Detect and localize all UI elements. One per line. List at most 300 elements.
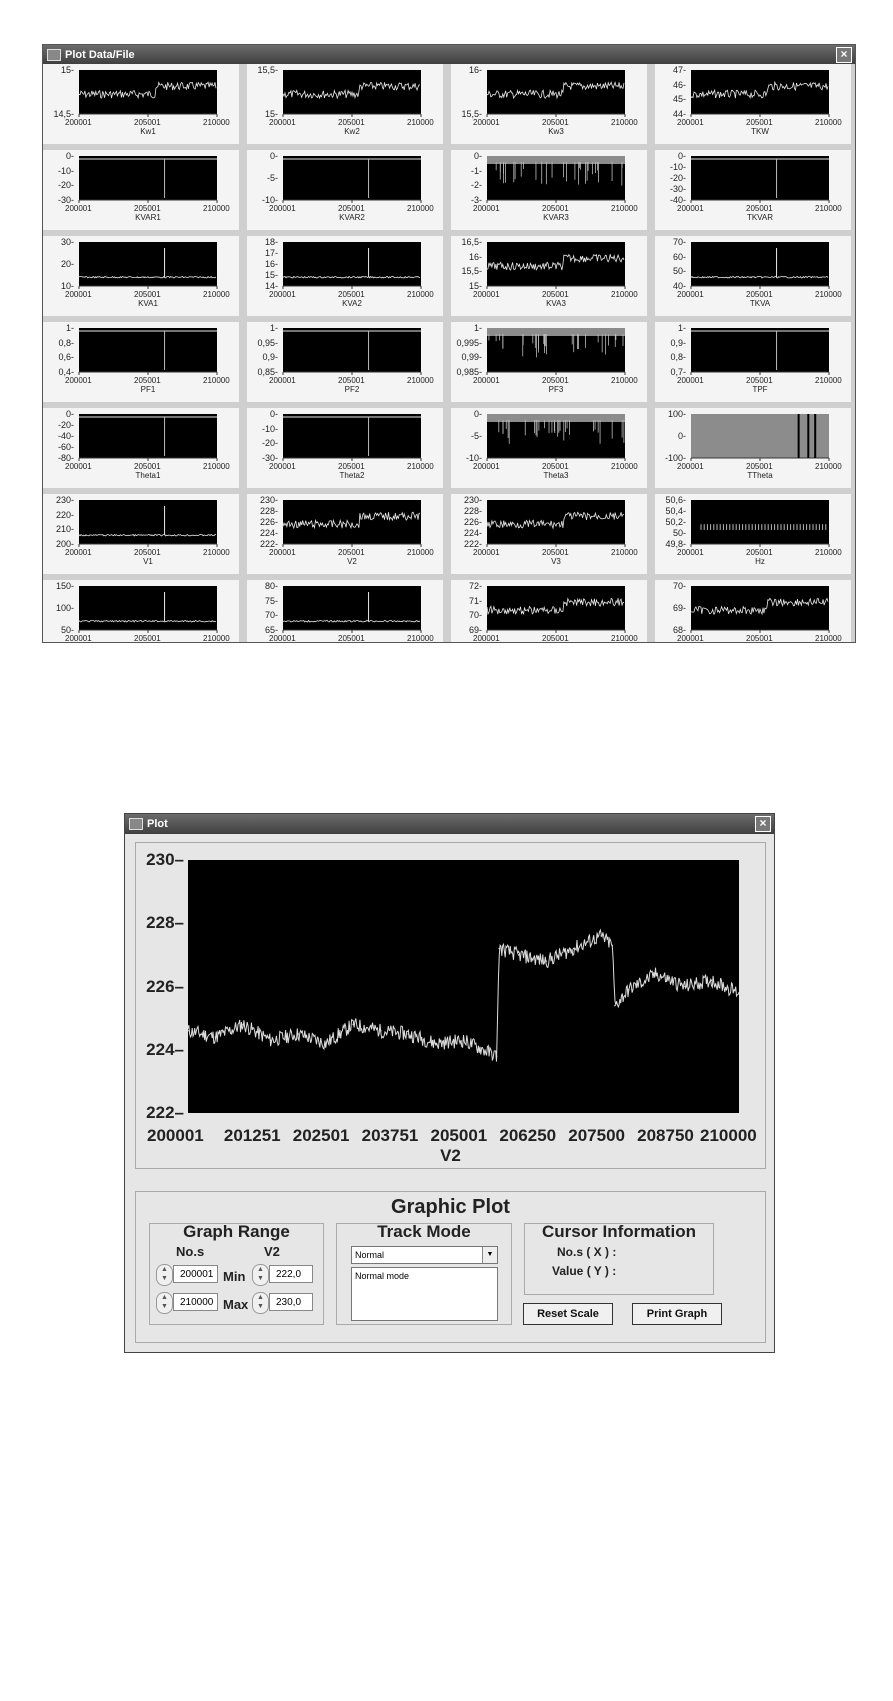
mini-x-tick-label: 210000 <box>407 462 434 471</box>
mini-x-tick-label: 200001 <box>269 376 296 385</box>
x-axis-title: V2 <box>440 1146 461 1165</box>
mini-x-tick-label: 200001 <box>65 634 92 643</box>
mini-y-tick-label: 0,985- <box>456 367 482 377</box>
v2-data-point <box>683 986 685 988</box>
reset-scale-button[interactable]: Reset Scale <box>523 1303 613 1325</box>
mini-x-tick-label: 205001 <box>338 376 365 385</box>
nos-min-field[interactable]: 200001 <box>173 1265 218 1283</box>
plot-window <box>124 813 775 1353</box>
mini-plot-background <box>487 70 625 114</box>
y-tick-label: 226– <box>146 976 184 996</box>
v2-data-point <box>628 989 630 991</box>
cursor-info-title: Cursor Information <box>542 1222 696 1241</box>
mini-plot-panel[interactable] <box>43 408 241 490</box>
mini-plot-label: V2 <box>347 557 357 566</box>
mini-x-tick-label: 210000 <box>611 118 638 127</box>
mini-plot-background <box>79 500 217 544</box>
mini-y-tick-label: 10- <box>60 281 74 291</box>
mini-plot-panel[interactable] <box>655 494 853 576</box>
mini-y-tick-label: 69- <box>672 603 686 613</box>
mini-y-tick-label: -20- <box>57 180 74 191</box>
mini-x-tick-label: 210000 <box>611 376 638 385</box>
mini-y-tick-label: 0,8- <box>670 352 686 363</box>
mini-x-tick-label: 205001 <box>746 376 773 385</box>
mini-plot-background <box>487 500 625 544</box>
mini-plot-panel[interactable] <box>451 150 649 232</box>
v2-max-field[interactable]: 230,0 <box>269 1293 313 1311</box>
mini-y-tick-label: -80- <box>57 453 74 463</box>
mini-y-tick-label: 100- <box>667 409 686 419</box>
mini-x-tick-label: 200001 <box>65 376 92 385</box>
mini-y-tick-label: -2- <box>471 180 482 191</box>
mini-plot-label: KVAR3 <box>543 213 569 222</box>
mini-y-tick-label: 226- <box>463 517 482 527</box>
mini-x-tick-label: 200001 <box>269 204 296 213</box>
mini-x-tick-label: 210000 <box>407 290 434 299</box>
mini-y-tick-label: 17- <box>264 248 278 258</box>
mini-x-tick-label: 205001 <box>338 548 365 557</box>
mini-plot-label: KVA3 <box>546 299 566 308</box>
mini-x-tick-label: 210000 <box>815 634 842 643</box>
mini-x-tick-label: 210000 <box>611 290 638 299</box>
window-titlebar[interactable] <box>125 814 774 834</box>
mini-y-tick-label: 0- <box>473 409 482 419</box>
nos-column-label: No.s <box>176 1244 205 1259</box>
mini-plot-label: KVAR1 <box>135 213 161 222</box>
mini-y-tick-label: 0- <box>677 431 686 441</box>
mini-y-tick-label: 15,5- <box>461 109 482 119</box>
v2-data-point <box>408 1033 410 1035</box>
mini-x-tick-label: 205001 <box>542 376 569 385</box>
mini-plot-panel[interactable] <box>247 322 445 404</box>
track-mode-select[interactable] <box>351 1246 498 1264</box>
mini-y-tick-label: 1- <box>65 323 74 333</box>
x-tick-label: 201251 <box>223 1126 281 1145</box>
mini-y-tick-label: -20- <box>57 420 74 430</box>
mini-plot-panel[interactable] <box>247 64 445 146</box>
mini-x-tick-label: 205001 <box>134 548 161 557</box>
mini-y-tick-label: 50,4- <box>665 506 686 516</box>
mini-y-tick-label: 15- <box>468 281 482 291</box>
mini-x-tick-label: 210000 <box>611 204 638 213</box>
mini-y-tick-label: 0- <box>269 151 278 161</box>
mini-plot-label: KVA2 <box>342 299 362 308</box>
x-tick-label: 208750 <box>637 1126 694 1145</box>
mini-y-tick-label: 0,9- <box>670 337 686 348</box>
mini-y-tick-label: 1- <box>677 323 686 333</box>
v2-data-point <box>270 1039 272 1041</box>
mini-plot-background <box>283 500 421 544</box>
mini-x-tick-label: 210000 <box>407 548 434 557</box>
mini-y-tick-label: 50- <box>60 625 74 635</box>
v2-data-point <box>611 945 613 947</box>
mini-x-tick-label: 210000 <box>407 118 434 127</box>
mini-x-tick-label: 200001 <box>677 118 704 127</box>
mini-plot-label: Theta2 <box>339 471 365 480</box>
mini-x-tick-label: 210000 <box>203 290 230 299</box>
nos-max-field[interactable]: 210000 <box>173 1293 218 1311</box>
mini-y-tick-label: 49,8- <box>665 539 686 549</box>
mini-plot-label: PF1 <box>140 385 156 394</box>
mini-y-tick-label: -5- <box>267 173 278 183</box>
mini-y-tick-label: 0,6- <box>58 352 74 363</box>
v2-data-point <box>242 1024 244 1026</box>
v2-data-point <box>463 1039 465 1041</box>
mini-y-tick-label: 60- <box>672 251 686 262</box>
x-tick-label: 203751 <box>361 1126 419 1145</box>
mini-plot-panel[interactable] <box>451 236 649 318</box>
mini-y-tick-label: -30- <box>669 184 686 194</box>
mini-y-tick-label: 18- <box>264 237 278 247</box>
mini-y-tick-label: 40- <box>672 281 686 291</box>
v2-data-point <box>656 973 658 975</box>
mini-x-tick-label: 205001 <box>746 634 773 643</box>
mini-y-tick-label: -20- <box>261 438 278 449</box>
control-panel <box>135 1191 766 1343</box>
mini-plot-label: Kw3 <box>548 127 564 136</box>
mini-plot-label: KVA1 <box>138 299 158 308</box>
mini-plot-panel[interactable] <box>43 580 241 643</box>
mini-plot-background <box>79 586 217 630</box>
mini-x-tick-label: 210000 <box>407 634 434 643</box>
mini-plot-panel[interactable] <box>451 494 649 576</box>
mini-y-tick-label: -1- <box>471 165 482 176</box>
v2-data-point <box>573 948 575 950</box>
mini-y-tick-label: 14,5- <box>53 109 74 119</box>
mini-y-tick-label: 15- <box>60 65 74 75</box>
mini-y-tick-label: -30- <box>261 453 278 463</box>
mini-plot-panel[interactable] <box>247 236 445 318</box>
main-plot-frame <box>135 842 766 1169</box>
mini-y-tick-label: 228- <box>259 506 278 516</box>
mini-x-tick-label: 200001 <box>473 462 500 471</box>
mini-plot-label: V3 <box>551 557 561 566</box>
mini-y-tick-label: -10- <box>57 165 74 176</box>
mini-x-tick-label: 210000 <box>815 548 842 557</box>
mini-plot-background <box>79 328 217 372</box>
mini-y-tick-label: 0,4- <box>58 367 74 377</box>
mini-y-tick-label: 80- <box>264 581 278 591</box>
mini-plot-panel[interactable] <box>655 64 853 146</box>
mini-x-tick-label: 205001 <box>542 204 569 213</box>
mini-y-tick-label: 0,85- <box>257 367 278 377</box>
mini-x-tick-label: 205001 <box>542 290 569 299</box>
mini-y-tick-label: 0,8- <box>58 337 74 348</box>
mini-y-tick-label: 50,2- <box>665 517 686 527</box>
main-plot-area[interactable] <box>188 860 739 1113</box>
close-icon[interactable]: × <box>836 47 852 63</box>
v2-data-point <box>215 1036 217 1038</box>
mini-plot-background <box>79 156 217 200</box>
mini-x-tick-label: 205001 <box>338 462 365 471</box>
chevron-down-icon[interactable]: ▼ <box>482 1247 497 1263</box>
mini-x-tick-label: 210000 <box>815 462 842 471</box>
mini-x-tick-label: 205001 <box>746 462 773 471</box>
v2-data-point <box>498 948 500 950</box>
track-mode-selected: Normal <box>355 1250 385 1260</box>
mini-plot-background <box>691 156 829 200</box>
mini-y-tick-label: 16- <box>468 65 482 75</box>
mini-y-tick-label: 72- <box>468 581 482 591</box>
control-heading: Graphic Plot <box>391 1196 510 1218</box>
mini-plot-panel[interactable] <box>43 236 241 318</box>
mini-plot-label: Theta3 <box>543 471 569 480</box>
mini-plot-panel[interactable] <box>451 408 649 490</box>
mini-x-tick-label: 205001 <box>542 548 569 557</box>
mini-plot-label: V1 <box>143 557 153 566</box>
mini-x-tick-label: 205001 <box>746 118 773 127</box>
mini-plot-label: Kw1 <box>140 127 156 136</box>
v2-data-point <box>325 1043 327 1045</box>
mini-y-tick-label: 44- <box>672 109 686 119</box>
cursor-y-label: Value ( Y ) : <box>552 1264 617 1278</box>
mini-y-tick-label: 0- <box>677 151 686 161</box>
mini-y-tick-label: 222- <box>259 539 278 549</box>
mini-x-tick-label: 200001 <box>677 548 704 557</box>
mini-y-tick-label: 0,9- <box>262 352 278 363</box>
window-icon <box>47 49 61 61</box>
v2-min-field[interactable]: 222,0 <box>269 1265 313 1283</box>
mini-plot-background <box>691 586 829 630</box>
mini-y-tick-label: -40- <box>669 195 686 205</box>
y-tick-label: 228– <box>146 913 184 933</box>
mini-y-tick-label: 15- <box>264 270 278 280</box>
mini-plot-label: PF2 <box>344 385 360 394</box>
v2-data-point <box>496 1055 498 1057</box>
mini-plot-panel[interactable] <box>247 580 445 643</box>
mini-y-tick-label: 0- <box>269 409 278 419</box>
mini-y-tick-label: -60- <box>57 442 74 452</box>
mini-x-tick-label: 200001 <box>269 118 296 127</box>
x-tick-label: 210000 <box>700 1126 757 1145</box>
mini-y-tick-label: -100- <box>664 453 686 463</box>
mini-plot-panel[interactable] <box>247 150 445 232</box>
mini-y-tick-label: -20- <box>669 173 686 183</box>
mini-x-tick-label: 200001 <box>65 204 92 213</box>
mini-y-tick-label: 228- <box>463 506 482 516</box>
mini-plot-background <box>283 328 421 372</box>
mini-x-tick-label: 210000 <box>203 376 230 385</box>
x-tick-label: 206250 <box>499 1126 557 1145</box>
mini-plot-panel[interactable] <box>655 408 853 490</box>
nos-min-spinner[interactable]: ▲ ▼ <box>156 1264 173 1286</box>
window-title: Plot Data/File <box>65 48 135 61</box>
mini-x-tick-label: 200001 <box>677 290 704 299</box>
mini-y-tick-label: 0,99- <box>461 352 482 363</box>
y-tick-label: 222– <box>146 1103 184 1122</box>
track-mode-title: Track Mode <box>377 1222 471 1241</box>
mini-x-tick-label: 200001 <box>269 634 296 643</box>
y-tick-label: 230– <box>146 850 184 869</box>
v2-data-point <box>297 1033 299 1035</box>
mini-y-tick-label: 20- <box>60 259 74 269</box>
mini-plot-label: KVAR2 <box>339 213 365 222</box>
window-icon <box>129 818 143 830</box>
mini-y-tick-label: 1- <box>269 323 278 333</box>
window-titlebar[interactable] <box>43 45 855 64</box>
mini-x-tick-label: 205001 <box>134 376 161 385</box>
v2-data-point <box>352 1024 354 1026</box>
mini-band <box>487 328 625 336</box>
mini-y-tick-label: 50,6- <box>665 495 686 505</box>
mini-plot-label: TKVAR <box>746 213 774 222</box>
mini-plot-panel[interactable] <box>655 150 853 232</box>
mini-x-tick-label: 210000 <box>815 204 842 213</box>
mini-x-tick-label: 200001 <box>473 634 500 643</box>
mini-x-tick-label: 210000 <box>815 376 842 385</box>
mini-y-tick-label: 220- <box>55 509 74 520</box>
mini-x-tick-label: 210000 <box>203 548 230 557</box>
max-label: Max <box>223 1297 249 1312</box>
close-icon[interactable]: × <box>755 816 771 832</box>
mini-y-tick-label: 50- <box>672 528 686 538</box>
mini-x-tick-label: 200001 <box>269 548 296 557</box>
mini-y-tick-label: 1- <box>473 323 482 333</box>
mini-x-tick-label: 200001 <box>473 290 500 299</box>
mini-plot-panel[interactable] <box>43 494 241 576</box>
cursor-info-group <box>524 1223 714 1295</box>
mini-y-tick-label: 200- <box>55 539 74 549</box>
mini-y-tick-label: 0,995- <box>456 337 482 348</box>
mini-y-tick-label: 16- <box>264 259 278 269</box>
mini-y-tick-label: 45- <box>672 94 686 105</box>
mini-y-tick-label: 14- <box>264 281 278 291</box>
v2-max-spinner[interactable]: ▲ ▼ <box>252 1292 269 1314</box>
mini-x-tick-label: 205001 <box>542 462 569 471</box>
mini-plot-panel[interactable] <box>43 150 241 232</box>
mini-y-tick-label: 16,5- <box>461 237 482 247</box>
mini-plot-background <box>487 586 625 630</box>
mini-band <box>487 156 625 164</box>
mini-y-tick-label: 226- <box>259 517 278 527</box>
min-label: Min <box>223 1269 246 1284</box>
graph-range-title: Graph Range <box>183 1222 290 1241</box>
mini-y-tick-label: -10- <box>465 453 482 463</box>
mini-x-tick-label: 210000 <box>611 548 638 557</box>
mini-x-tick-label: 200001 <box>677 634 704 643</box>
mini-x-tick-label: 205001 <box>134 290 161 299</box>
mini-plot-background <box>283 414 421 458</box>
mini-plot-label: Theta1 <box>135 471 161 480</box>
v2-data-point <box>380 1030 382 1032</box>
mini-x-tick-label: 200001 <box>677 376 704 385</box>
mini-plot-panel[interactable] <box>43 64 241 146</box>
mini-x-tick-label: 205001 <box>746 204 773 213</box>
mini-y-tick-label: 30- <box>60 237 74 247</box>
mini-x-tick-label: 200001 <box>65 548 92 557</box>
v2-min-spinner[interactable]: ▲ ▼ <box>252 1264 269 1286</box>
mini-plot-background <box>283 242 421 286</box>
mini-x-tick-label: 210000 <box>203 634 230 643</box>
mini-plot-panel[interactable] <box>655 580 853 643</box>
v2-data-point <box>188 1030 189 1032</box>
mini-y-tick-label: 150- <box>55 581 74 591</box>
mini-x-tick-label: 205001 <box>746 548 773 557</box>
graph-range-group <box>149 1223 324 1325</box>
v2-data-point <box>545 960 547 962</box>
mini-plot-panel[interactable] <box>655 236 853 318</box>
mini-x-tick-label: 200001 <box>677 462 704 471</box>
mini-plot-background <box>79 414 217 458</box>
mini-plot-panel[interactable] <box>247 494 445 576</box>
x-tick-label: 200001 <box>147 1126 204 1145</box>
mini-x-tick-label: 200001 <box>269 290 296 299</box>
track-mode-description[interactable]: Normal mode <box>351 1267 498 1321</box>
track-mode-group <box>336 1223 512 1325</box>
mini-plot-panel[interactable] <box>451 322 649 404</box>
mini-x-tick-label: 205001 <box>134 462 161 471</box>
mini-x-tick-label: 205001 <box>134 204 161 213</box>
mini-plot-panel[interactable] <box>451 580 649 643</box>
x-tick-label: 205001 <box>430 1126 488 1145</box>
print-graph-button[interactable]: Print Graph <box>632 1303 722 1325</box>
v2-data-point <box>614 1005 616 1007</box>
mini-plot-background <box>283 586 421 630</box>
mini-plot-label: Kw2 <box>344 127 360 136</box>
mini-y-tick-label: 15,5- <box>257 65 278 75</box>
mini-plot-panel[interactable] <box>655 322 853 404</box>
mini-x-tick-label: 200001 <box>65 118 92 127</box>
mini-x-tick-label: 200001 <box>677 204 704 213</box>
mini-plot-background <box>691 328 829 372</box>
window-title: Plot <box>147 818 168 830</box>
mini-plot-panel[interactable] <box>247 408 445 490</box>
mini-plot-label: TPF <box>752 385 768 394</box>
mini-y-tick-label: 15- <box>264 109 278 119</box>
mini-y-tick-label: 0- <box>65 409 74 419</box>
mini-plot-background <box>283 156 421 200</box>
mini-y-tick-label: 100- <box>55 603 74 613</box>
mini-y-tick-label: -3- <box>471 195 482 205</box>
x-tick-label: 202501 <box>292 1126 350 1145</box>
mini-x-tick-label: 210000 <box>815 118 842 127</box>
mini-y-tick-label: 222- <box>463 539 482 549</box>
mini-x-tick-label: 200001 <box>473 204 500 213</box>
mini-x-tick-label: 200001 <box>473 548 500 557</box>
mini-y-tick-label: -10- <box>261 195 278 205</box>
mini-plot-panel[interactable] <box>43 322 241 404</box>
mini-y-tick-label: 0- <box>65 151 74 161</box>
nos-max-spinner[interactable]: ▲ ▼ <box>156 1292 173 1314</box>
v2-data-point <box>600 935 602 937</box>
mini-x-tick-label: 210000 <box>203 462 230 471</box>
mini-y-tick-label: 75- <box>264 595 278 606</box>
mini-y-tick-label: -30- <box>57 195 74 205</box>
mini-plot-background <box>691 500 829 544</box>
v2-data-point <box>711 979 713 981</box>
mini-y-tick-label: 230- <box>463 495 482 505</box>
mini-y-tick-label: 230- <box>55 495 74 505</box>
mini-x-tick-label: 205001 <box>338 118 365 127</box>
mini-plot-panel[interactable] <box>451 64 649 146</box>
mini-plot-label: TTheta <box>747 471 773 480</box>
mini-plot-label: TKW <box>751 127 769 136</box>
mini-x-tick-label: 205001 <box>542 118 569 127</box>
mini-y-tick-label: -10- <box>261 423 278 434</box>
mini-y-tick-label: 70- <box>672 237 686 247</box>
mini-y-tick-label: 224- <box>463 528 482 538</box>
mini-plot-label: PF3 <box>548 385 564 394</box>
mini-band <box>487 414 625 422</box>
mini-x-tick-label: 200001 <box>269 462 296 471</box>
plot-data-file-window <box>42 44 856 643</box>
v2-column-label: V2 <box>264 1244 280 1259</box>
y-tick-label: 224– <box>146 1039 184 1059</box>
mini-y-tick-label: 0,95- <box>257 337 278 348</box>
mini-x-tick-label: 210000 <box>611 462 638 471</box>
mini-y-tick-label: 0- <box>473 151 482 161</box>
cursor-x-label: No.s ( X ) : <box>557 1245 617 1259</box>
